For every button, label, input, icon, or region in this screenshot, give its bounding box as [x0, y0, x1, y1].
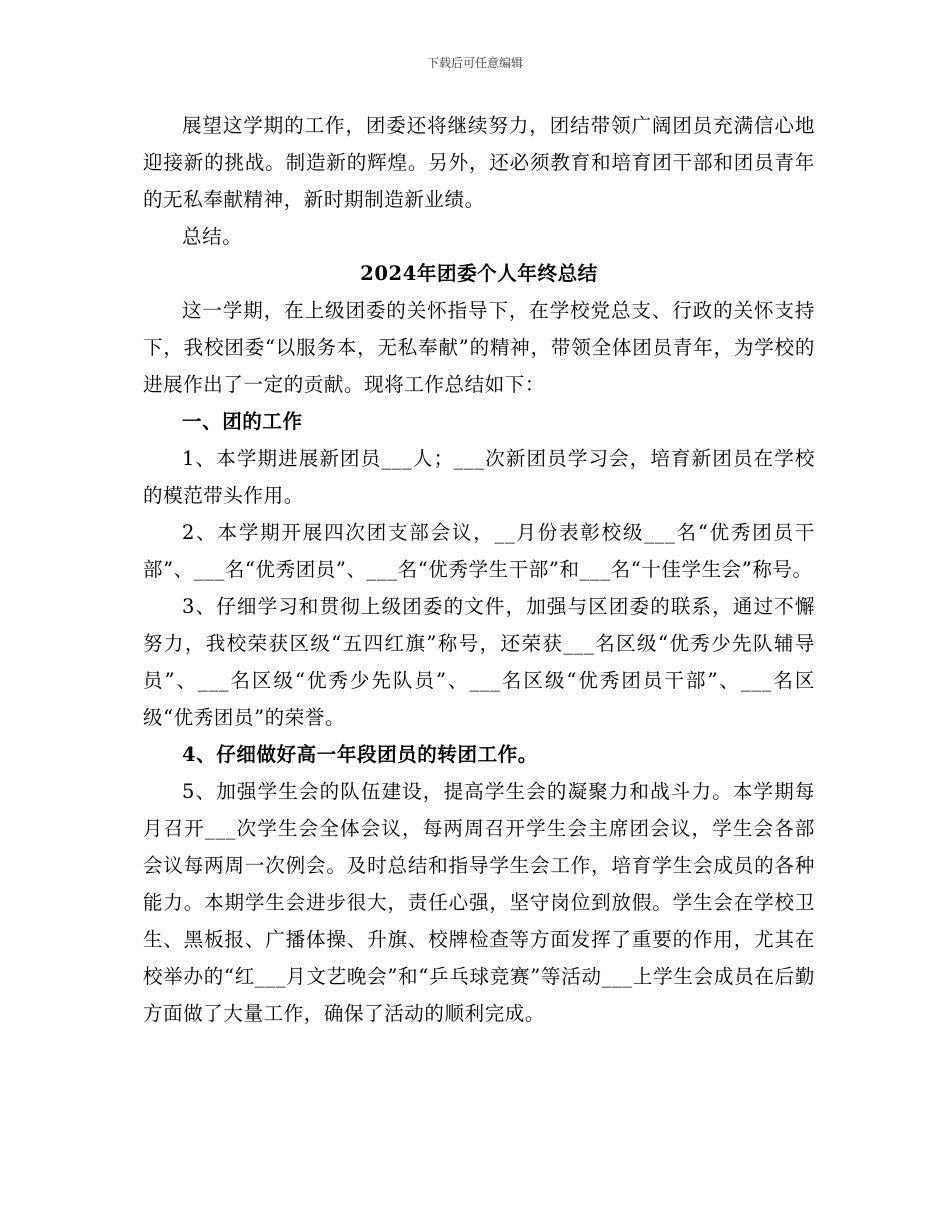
list-item-5: 5、加强学生会的队伍建设，提高学生会的凝聚力和战斗力。本学期每月召开___次学生会全体会议，每两周召开学生会主席团会议，学生会各部会议每两周一次例会。及时总结和指导学生会工作，培育学生会成员的各种能力。本期学生会进步很大，责任心强，坚守岗位到放假。学生会在学校卫生、黑板报、广播体操、升旗、校牌检查等方面发挥了重要的作用，尤其在校举办的“红___月文艺晚会”和“乒乓球竞赛”等活动___上学生会成员在后勤方面做了大量工作，确保了活动的顺利完成。	[143, 780, 815, 1025]
list-item-3: 3、仔细学习和贯彻上级团委的文件，加强与区团委的联系，通过不懈努力，我校荣获区级“五四红旗”称号，还荣获___名区级“优秀少先队辅导员”、___名区级“优秀少先队员”、___名区级“优秀团员干部”、___名区级“优秀团员”的荣誉。	[143, 595, 815, 729]
document-body	[143, 107, 815, 1032]
list-item-4: 4、仔细做好高一年段团员的转团工作。	[182, 743, 538, 766]
list-item-2: 2、本学期开展四次团支部会议，__月份表彰校级___名“优秀团员干部”、___名“优秀团员”、___名“优秀学生干部”和___名“十佳学生会”称号。	[143, 521, 815, 581]
page-header-note: 下载后可任意编辑	[426, 56, 523, 70]
document-title: 2024年团委个人年终总结	[360, 262, 598, 285]
list-item-1: 1、本学期进展新团员___人；___次新团员学习会，培育新团员在学校的模范带头作用。	[143, 447, 815, 507]
section-heading: 一、团的工作	[182, 410, 303, 433]
paragraph-summary-word: 总结。	[182, 225, 243, 248]
paragraph-outlook: 展望这学期的工作，团委还将继续努力，团结带领广阔团员充满信心地迎接新的挑战。制造新的辉煌。另外，还必须教育和培育团干部和团员青年的无私奉献精神，新时期制造新业绩。	[143, 114, 815, 211]
paragraph-intro: 这一学期，在上级团委的关怀指导下，在学校党总支、行政的关怀支持下，我校团委“以服务本，无私奉献”的精神，带领全体团员青年，为学校的进展作出了一定的贡献。现将工作总结如下：	[143, 299, 815, 396]
